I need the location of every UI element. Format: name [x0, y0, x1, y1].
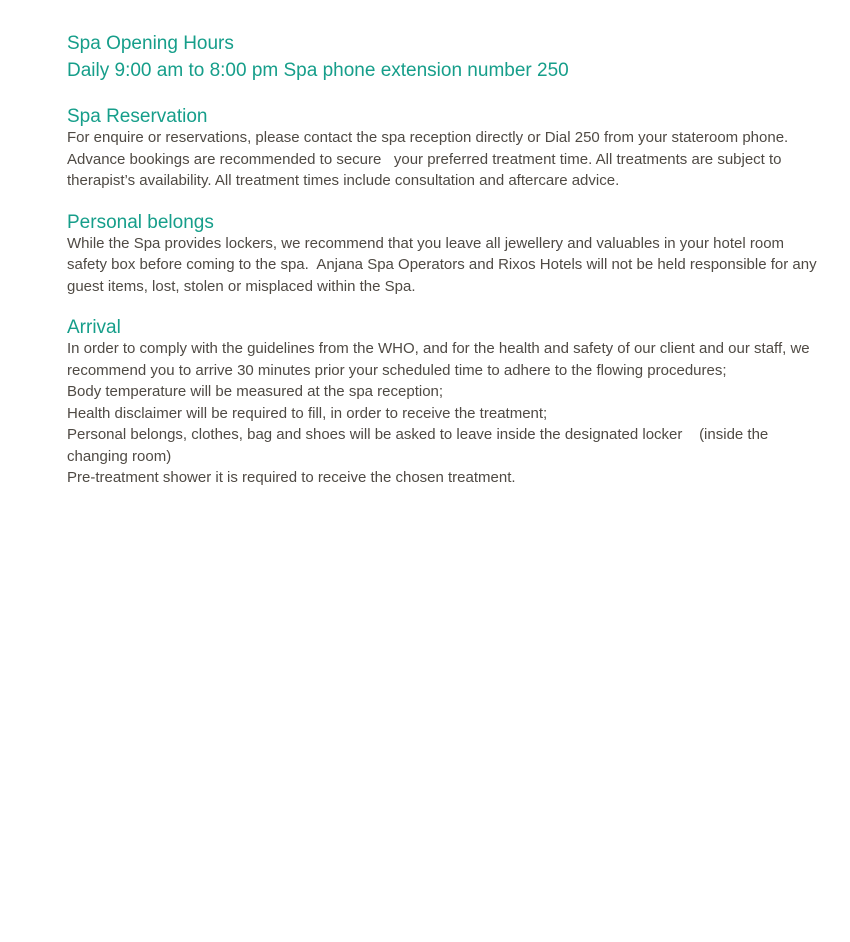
spa-info-document — [67, 30, 827, 489]
arrival-intro-text: In order to comply with the guidelines from the WHO, and for the health and safety of our client and our staff, we recommend you to arrive 30 minutes prior your scheduled time to adhere to the flowing procedures; — [67, 340, 814, 379]
personal-belongs-heading: Personal belongs — [67, 211, 214, 233]
reservation-section — [67, 103, 827, 192]
arrival-procedure-line: Pre-treatment shower it is required to receive the chosen treatment. — [67, 469, 516, 486]
arrival-procedure-line: Body temperature will be measured at the spa reception; — [67, 383, 444, 400]
personal-belongs-text: While the Spa provides lockers, we recommend that you leave all jewellery and valuables in your hotel room safety box before coming to the spa. Anjana Spa Operators and Rixos Hotels will not be held responsible for any guest items, lost, stolen or misplaced within the Spa. — [67, 234, 821, 295]
personal-belongs-section — [67, 209, 827, 298]
arrival-procedure-line: Health disclaimer will be required to fill, in order to receive the treatment; — [67, 404, 548, 422]
opening-hours-detail: Daily 9:00 am to 8:00 pm Spa phone extension number 250 — [67, 60, 569, 81]
opening-hours-section — [67, 30, 827, 84]
arrival-procedure-line: Personal belongs, clothes, bag and shoes will be asked to leave inside the designated locker (inside the changing room) — [67, 426, 773, 465]
reservation-text: For enquire or reservations, please contact the spa reception directly or Dial 250 from your stateroom phone. Advance bookings are recommended to secure your preferred treatment time. All treatments are subject to therapist’s availability. All treatment times include consultation and aftercare advice. — [67, 129, 792, 189]
arrival-heading: Arrival — [67, 317, 121, 338]
arrival-section — [67, 314, 827, 489]
reservation-heading: Spa Reservation — [67, 106, 208, 127]
opening-hours-heading: Spa Opening Hours — [67, 33, 234, 54]
